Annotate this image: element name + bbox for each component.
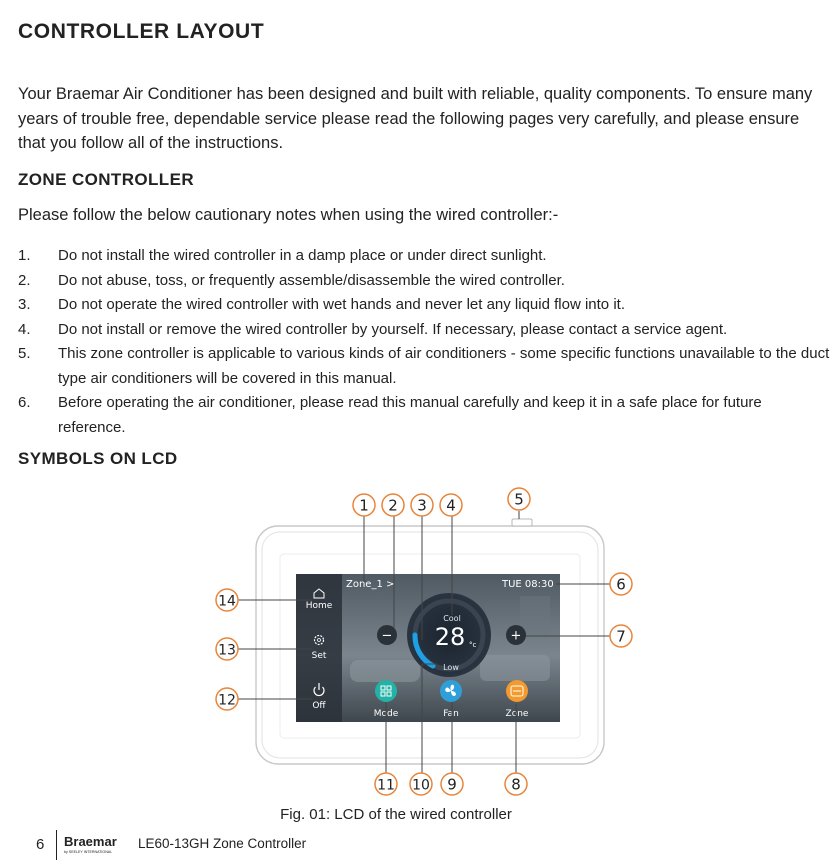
list-item: 3. Do not operate the wired controller with wet hands and never let any liquid flow into it. [18, 296, 625, 313]
controller-figure [0, 480, 836, 805]
symbols-heading: SYMBOLS ON LCD [18, 449, 178, 468]
fan-label: Fan [443, 709, 459, 719]
callout-1: 1 [359, 496, 369, 515]
footer-title: LE60-13GH Zone Controller [138, 836, 307, 851]
page-footer [0, 830, 836, 860]
zone-controller-heading: ZONE CONTROLLER [18, 170, 194, 189]
minus-icon: − [381, 628, 393, 644]
callout-4: 4 [446, 496, 456, 515]
temperature-value: 28 [434, 623, 466, 651]
figure-caption: Fig. 01: LCD of the wired controller [280, 806, 512, 823]
svg-text:Braemar: Braemar [64, 834, 117, 849]
zone-label: Zone [505, 709, 529, 719]
footer-divider [56, 830, 57, 860]
page-number: 6 [36, 836, 45, 853]
room-bed [480, 655, 550, 681]
svg-text:by SEELEY INTERNATIONAL: by SEELEY INTERNATIONAL [64, 850, 113, 854]
callout-11: 11 [377, 777, 395, 794]
power-button-top[interactable] [512, 519, 532, 526]
intro-paragraph: Your Braemar Air Conditioner has been designed and built with reliable, quality components. To ensure many years of trouble free, dependable service please read the following pages very carefully, and please ensure that you follow all of the instructions. [18, 85, 813, 152]
home-label: Home [305, 601, 333, 611]
list-item: 4. Do not install or remove the wired controller by yourself. If necessary, please contact a service agent. [18, 320, 728, 338]
list-item: 2. Do not abuse, toss, or frequently assemble/disassemble the wired controller. [18, 271, 565, 289]
fan-speed-indicator: Low [443, 663, 459, 672]
cautionary-lead: Please follow the below cautionary notes when using the wired controller:- [18, 206, 559, 224]
callout-3: 3 [417, 496, 427, 515]
set-label: Set [311, 651, 327, 661]
braemar-logo [64, 832, 124, 856]
lcd-sidebar [296, 574, 342, 722]
list-item: 6. Before operating the air conditioner, please read this manual carefully and keep it in a safe place for future reference. [18, 394, 762, 436]
callout-8: 8 [511, 775, 521, 794]
callout-12: 12 [218, 692, 236, 709]
mode-indicator: Cool [443, 614, 461, 623]
list-item: 1. Do not install the wired controller in a damp place or under direct sunlight. [18, 247, 547, 264]
callout-6: 6 [616, 575, 626, 594]
list-item: 5. This zone controller is applicable to various kinds of air conditioners - some specific functions unavailable to the duct type air conditioners will be covered in this manual. [18, 345, 830, 387]
room-sofa [350, 660, 420, 682]
callout-10: 10 [412, 777, 430, 794]
page-heading: CONTROLLER LAYOUT [18, 20, 265, 43]
zone-selector[interactable]: Zone_1 > [346, 579, 395, 590]
callout-14: 14 [218, 593, 236, 610]
callout-7: 7 [616, 627, 626, 646]
callout-13: 13 [218, 642, 236, 659]
callout-5: 5 [514, 490, 524, 509]
mode-label: Mode [373, 709, 399, 719]
cautionary-notes-list [18, 244, 830, 440]
callout-9: 9 [447, 775, 457, 794]
callout-2: 2 [388, 496, 398, 515]
temperature-unit: °c [469, 641, 477, 649]
off-label: Off [312, 701, 326, 711]
plus-icon: + [510, 628, 522, 644]
clock-display: TUE 08:30 [502, 579, 554, 590]
